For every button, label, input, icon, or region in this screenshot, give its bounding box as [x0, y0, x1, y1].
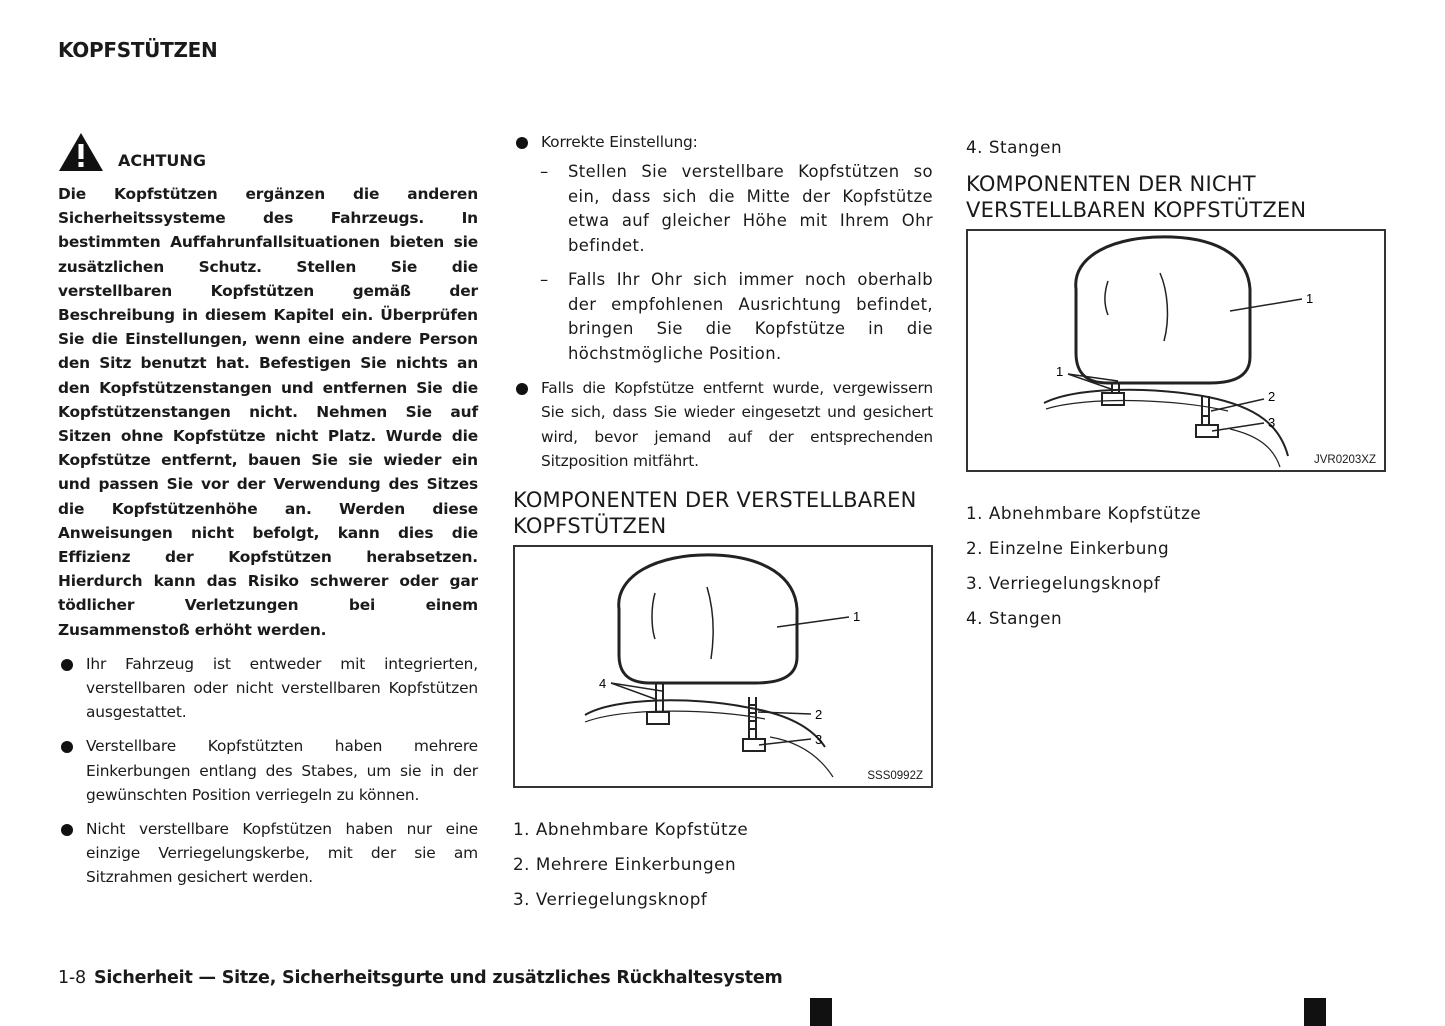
- list-item: 1. Abnehmbare Kopfstütze: [513, 819, 749, 840]
- bullet-text: Verstellbare Kopfstützten haben mehrere Einkerbungen entlang des Stabes, um sie in der gewünschten Position verriegeln zu können.: [86, 737, 478, 804]
- warning-header: [58, 130, 478, 172]
- list-item: 3. Verriegelungsknopf: [513, 889, 708, 910]
- callout-1: 1: [1306, 291, 1314, 306]
- callout-2: 2: [1268, 389, 1276, 404]
- list-item: 1. Abnehmbare Kopfstütze: [966, 503, 1202, 523]
- bullet-icon: [516, 383, 528, 395]
- dash-list: [513, 160, 933, 366]
- page-title: KOPFSTÜTZEN: [58, 38, 218, 62]
- list-item: [513, 160, 933, 258]
- fixed-headrest-figure: [966, 229, 1386, 472]
- left-column: [58, 130, 478, 900]
- dash-icon: –: [540, 162, 549, 182]
- dash-icon: –: [540, 270, 549, 290]
- list-item: [58, 734, 478, 807]
- component-list: [513, 818, 933, 910]
- list-item: [513, 376, 933, 473]
- bullet-icon: [61, 824, 73, 836]
- bullet-icon: [61, 741, 73, 753]
- list-item: [58, 652, 478, 725]
- page-edge-marker: [810, 998, 832, 1026]
- figure-code: SSS0992Z: [867, 770, 923, 783]
- continued-list: [966, 136, 1386, 158]
- section-heading: KOMPONENTEN DER VERSTELLBAREN KOPFSTÜTZEN: [513, 488, 917, 539]
- callout-1: 1: [853, 609, 861, 625]
- middle-column: [513, 130, 933, 923]
- list-item: 4. Stangen: [966, 608, 1063, 628]
- list-item: [513, 130, 933, 154]
- component-list: [966, 502, 1386, 629]
- callout-4: 4: [599, 676, 607, 692]
- page-number: 1-8: [58, 968, 86, 988]
- bullet-icon: [61, 659, 73, 671]
- list-item: 3. Verriegelungsknopf: [966, 573, 1161, 593]
- chapter-title: Sicherheit — Sitze, Sicherheitsgurte und zusätzliches Rückhaltesystem: [93, 968, 783, 988]
- list-item: [58, 817, 478, 890]
- figure-code: JVR0203XZ: [1313, 454, 1376, 466]
- callout-2: 2: [815, 707, 823, 723]
- bullet-text: Nicht verstellbare Kopfstützen haben nur eine einzige Verriegelungskerbe, mit der sie am Sitzrahmen gesichert werden.: [86, 820, 478, 887]
- list-item: 2. Mehrere Einkerbungen: [513, 854, 737, 875]
- bullet-text: Falls die Kopfstütze entfernt wurde, vergewissern Sie sich, dass Sie wieder eingesetzt und gesichert wird, bevor jemand auf der entsprechenden Sitzposition mitfährt.: [541, 379, 933, 470]
- warning-triangle-icon: [58, 132, 104, 172]
- bullet-icon: [516, 137, 528, 149]
- callout-3: 3: [815, 732, 823, 748]
- list-item: 2. Einzelne Einkerbung: [966, 538, 1170, 558]
- warning-text: Die Kopfstützen ergänzen die anderen Sicherheitssysteme des Fahrzeugs. In bestimmten Auffahrunfallsituationen bieten sie zusätzlichen Schutz. Stellen Sie die verstellbaren Kopfstützen gemäß der Beschreibung in diesem Kapitel ein. Überprüfen Sie die Einstellungen, wenn eine andere Person den Sitz benutzt hat. Befestigen Sie nichts an den Kopfstützenstangen und entfernen Sie die Kopfstützenstangen nicht. Nehmen Sie auf Sitzen ohne Kopfstütze nicht Platz. Wurde die Kopfstütze entfernt, bauen Sie sie wieder ein und passen Sie vor der Verwendung des Sitzes die Kopfstützenhöhe an. Werden diese Anweisungen nicht befolgt, kann dies die Effizienz der Kopfstützen herabsetzen. Hierdurch kann das Risiko schwerer oder gar tödlicher Verletzungen bei einem Zusammenstoß erhöht werden.: [58, 185, 478, 639]
- bullet-text: Korrekte Einstellung:: [541, 133, 698, 151]
- left-bullet-list: [58, 652, 478, 890]
- section-heading: KOMPONENTEN DER NICHT VERSTELLBAREN KOPFSTÜTZEN: [966, 172, 1307, 222]
- dash-text: Stellen Sie verstellbare Kopfstützen so ein, dass sich die Mitte der Kopfstütze etwa auf gleicher Höhe mit Ihrem Ohr befindet.: [568, 162, 933, 255]
- adjustable-headrest-figure: [513, 545, 933, 788]
- list-item: 4. Stangen: [966, 137, 1063, 157]
- middle-bullet-list: [513, 130, 933, 154]
- callout-1-stays: 1: [1056, 364, 1064, 379]
- list-item: [513, 268, 933, 366]
- headrest-illustration: [515, 547, 931, 786]
- right-column: [966, 130, 1386, 642]
- middle-bullet-list-2: [513, 376, 933, 473]
- callout-3: 3: [1268, 415, 1276, 430]
- headrest-illustration: [968, 231, 1384, 470]
- bullet-text: Ihr Fahrzeug ist entweder mit integrierten, verstellbaren oder nicht verstellbaren Kopfstützen ausgestattet.: [86, 654, 478, 722]
- page-edge-marker: [1304, 998, 1326, 1026]
- page-footer: [58, 968, 783, 988]
- warning-label: ACHTUNG: [118, 151, 206, 170]
- dash-text: Falls Ihr Ohr sich immer noch oberhalb der empfohlenen Ausrichtung befindet, bringen Sie die Kopfstütze in die höchstmögliche Position.: [568, 270, 933, 363]
